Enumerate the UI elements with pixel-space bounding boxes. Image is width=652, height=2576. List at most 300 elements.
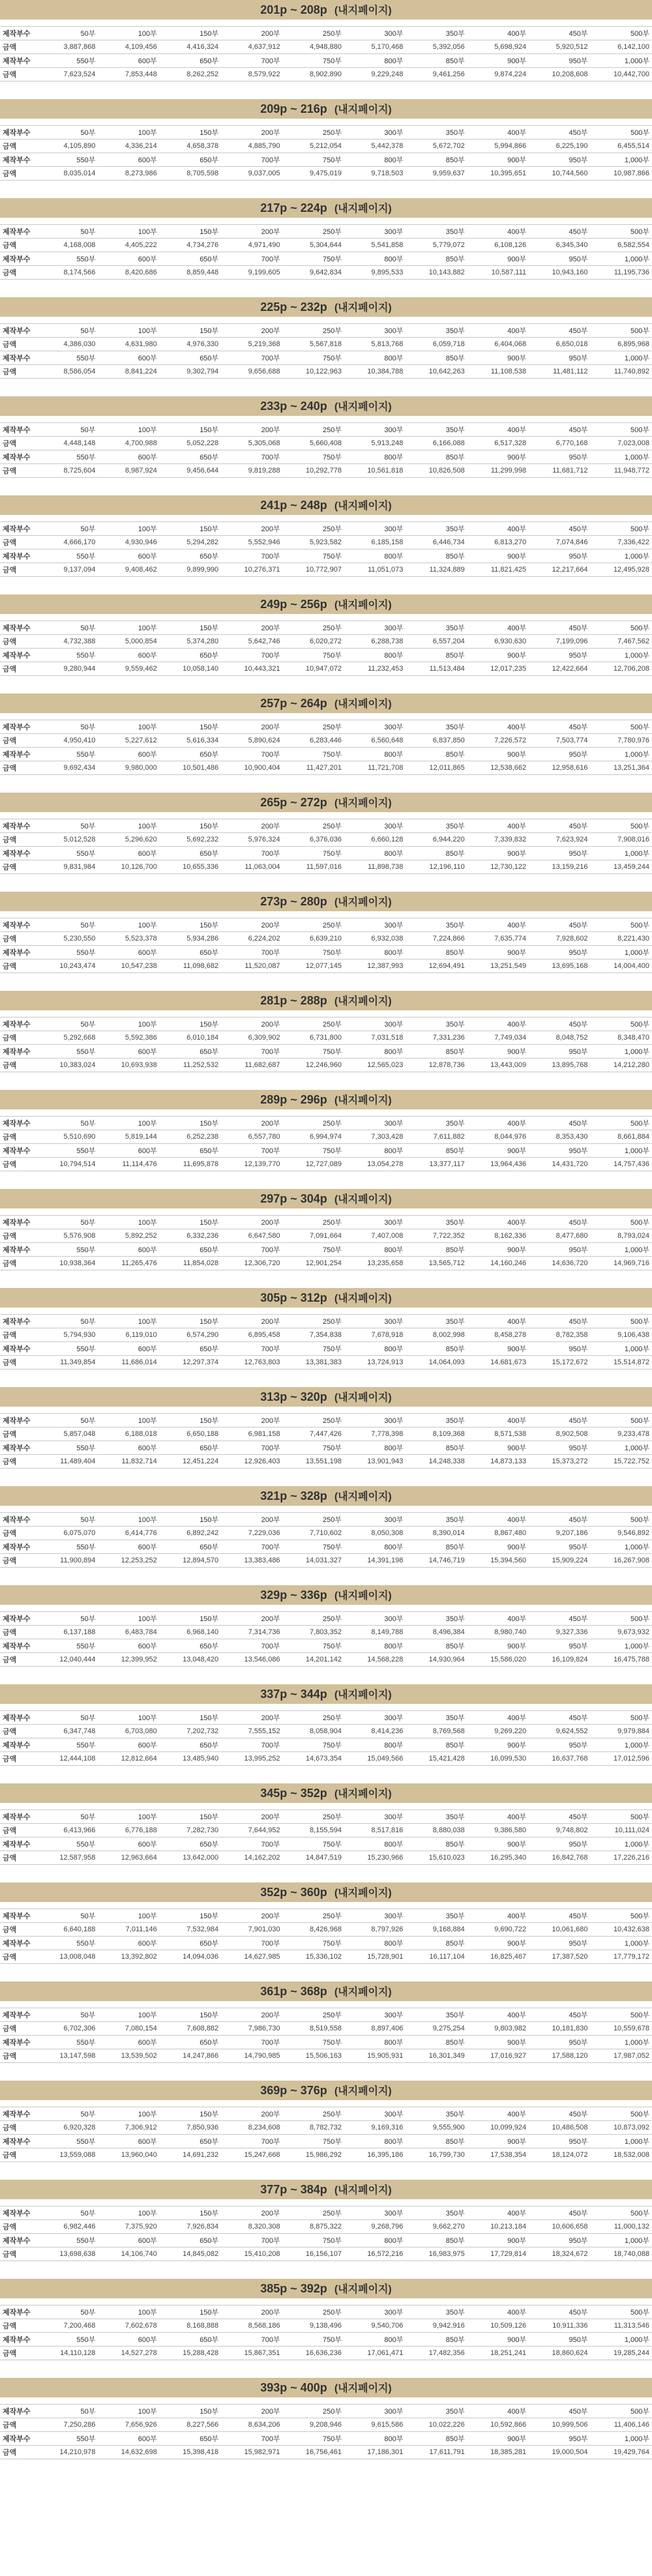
amount-cell: 10,592,866 <box>467 2418 529 2432</box>
amount-cell: 12,217,664 <box>529 563 590 577</box>
quantity-cell: 350부 <box>406 27 467 40</box>
quantity-cell: 50부 <box>37 27 98 40</box>
quantity-cell: 550부 <box>37 2432 98 2446</box>
quantity-cell: 500부 <box>591 1017 652 1031</box>
quantity-row-b <box>0 1837 652 1851</box>
quantity-cell: 800부 <box>344 54 406 68</box>
section-body <box>0 1407 652 1469</box>
amount-label: 금액 <box>0 2148 37 2162</box>
amount-cell: 13,377,117 <box>406 1158 467 1171</box>
amount-label: 금액 <box>0 338 37 351</box>
quantity-cell: 900부 <box>467 1243 529 1257</box>
amount-cell: 4,700,988 <box>98 437 159 450</box>
amount-cell: 16,636,236 <box>283 2347 344 2360</box>
amount-cell: 6,347,748 <box>37 1725 98 1738</box>
quantity-cell: 600부 <box>98 1441 159 1455</box>
amount-cell: 12,196,110 <box>406 860 467 874</box>
price-table <box>0 2404 652 2459</box>
quantity-cell: 650부 <box>160 946 221 959</box>
quantity-label: 제작부수 <box>0 1711 37 1725</box>
quantity-cell: 250부 <box>283 1810 344 1824</box>
amount-cell: 14,673,354 <box>283 1752 344 1766</box>
quantity-cell: 650부 <box>160 1342 221 1356</box>
price-table <box>0 1314 652 1369</box>
quantity-cell: 500부 <box>591 126 652 139</box>
amount-cell: 7,678,918 <box>344 1328 406 1342</box>
amount-cell: 9,408,462 <box>98 563 159 577</box>
amount-cell: 19,000,504 <box>529 2446 590 2459</box>
quantity-label: 제작부수 <box>0 2432 37 2446</box>
amount-cell: 10,509,126 <box>467 2319 529 2333</box>
quantity-cell: 100부 <box>98 621 159 635</box>
amount-label: 금액 <box>0 833 37 847</box>
page-range: 257p ~ 264p <box>260 697 327 710</box>
quantity-cell: 800부 <box>344 1441 406 1455</box>
quantity-label: 제작부수 <box>0 351 37 365</box>
amount-cell: 14,632,698 <box>98 2446 159 2459</box>
amount-cell: 10,547,238 <box>98 959 159 973</box>
amount-cell: 8,048,752 <box>529 1031 590 1045</box>
quantity-cell: 600부 <box>98 748 159 761</box>
quantity-cell: 700부 <box>221 1045 282 1059</box>
quantity-cell: 800부 <box>344 1342 406 1356</box>
quantity-cell: 850부 <box>406 549 467 563</box>
quantity-cell: 700부 <box>221 2234 282 2247</box>
quantity-cell: 200부 <box>221 1711 282 1725</box>
amount-cell: 12,297,374 <box>160 1356 221 1369</box>
quantity-label: 제작부수 <box>0 720 37 734</box>
quantity-cell: 400부 <box>467 225 529 239</box>
page-range: 305p ~ 312p <box>260 1291 327 1304</box>
amount-cell: 11,821,425 <box>467 563 529 577</box>
amount-cell: 8,782,358 <box>529 1328 590 1342</box>
quantity-cell: 900부 <box>467 2432 529 2446</box>
quantity-cell: 650부 <box>160 2036 221 2049</box>
quantity-cell: 300부 <box>344 1909 406 1923</box>
amount-cell: 10,395,651 <box>467 167 529 181</box>
amount-cell: 10,292,778 <box>283 464 344 478</box>
quantity-cell: 150부 <box>160 621 221 635</box>
price-section <box>0 1882 652 1982</box>
quantity-cell: 900부 <box>467 1837 529 1851</box>
quantity-cell: 650부 <box>160 1937 221 1950</box>
amount-cell: 7,331,236 <box>406 1031 467 1045</box>
quantity-cell: 200부 <box>221 324 282 338</box>
quantity-label: 제작부수 <box>0 324 37 338</box>
quantity-cell: 450부 <box>529 1216 590 1229</box>
amount-row-a <box>0 139 652 153</box>
amount-cell: 9,138,496 <box>283 2319 344 2333</box>
quantity-cell: 150부 <box>160 2305 221 2319</box>
amount-cell: 9,942,916 <box>406 2319 467 2333</box>
amount-label: 금액 <box>0 2418 37 2432</box>
amount-cell: 7,199,096 <box>529 635 590 649</box>
amount-cell: 10,794,514 <box>37 1158 98 1171</box>
quantity-cell: 250부 <box>283 1711 344 1725</box>
amount-cell: 13,565,712 <box>406 1257 467 1270</box>
amount-label: 금액 <box>0 1427 37 1441</box>
amount-row-a <box>0 1923 652 1937</box>
quantity-cell: 150부 <box>160 1909 221 1923</box>
page-range-note: (내지페이지) <box>334 2383 392 2394</box>
amount-label: 금액 <box>0 2049 37 2063</box>
quantity-cell: 50부 <box>37 1909 98 1923</box>
quantity-row-b <box>0 1342 652 1356</box>
quantity-cell: 400부 <box>467 1810 529 1824</box>
quantity-cell: 850부 <box>406 1441 467 1455</box>
amount-cell: 10,022,226 <box>406 2418 467 2432</box>
amount-cell: 10,947,072 <box>283 662 344 676</box>
amount-cell: 13,459,244 <box>591 860 652 874</box>
quantity-cell: 900부 <box>467 1342 529 1356</box>
quantity-cell: 550부 <box>37 1045 98 1059</box>
price-section <box>0 1189 652 1288</box>
quantity-cell: 1,000부 <box>591 748 652 761</box>
page-range-note: (내지페이지) <box>334 501 392 512</box>
amount-row-a <box>0 1229 652 1243</box>
quantity-cell: 350부 <box>406 1810 467 1824</box>
quantity-cell: 800부 <box>344 1738 406 1752</box>
amount-cell: 9,461,256 <box>406 68 467 81</box>
page-range-note: (내지페이지) <box>334 203 392 214</box>
amount-cell: 8,420,686 <box>98 266 159 280</box>
quantity-label: 제작부수 <box>0 2107 37 2121</box>
amount-cell: 10,122,963 <box>283 365 344 379</box>
amount-cell: 10,126,700 <box>98 860 159 874</box>
amount-cell: 14,106,740 <box>98 2247 159 2261</box>
amount-label: 금액 <box>0 2121 37 2135</box>
quantity-cell: 850부 <box>406 450 467 464</box>
amount-cell: 9,642,834 <box>283 266 344 280</box>
amount-cell: 7,901,030 <box>221 1923 282 1937</box>
amount-label: 금액 <box>0 139 37 153</box>
quantity-cell: 600부 <box>98 946 159 959</box>
quantity-cell: 500부 <box>591 819 652 833</box>
quantity-row-a <box>0 2008 652 2022</box>
page-range-note: (내지페이지) <box>334 2086 392 2097</box>
amount-cell: 14,201,142 <box>283 1653 344 1667</box>
amount-cell: 13,008,048 <box>37 1950 98 1964</box>
quantity-label: 제작부수 <box>0 1144 37 1158</box>
amount-row-b <box>0 1455 652 1469</box>
quantity-label: 제작부수 <box>0 2305 37 2319</box>
amount-cell: 5,227,612 <box>98 734 159 748</box>
amount-cell: 9,615,586 <box>344 2418 406 2432</box>
price-table <box>0 918 652 973</box>
quantity-cell: 950부 <box>529 1540 590 1554</box>
quantity-cell: 100부 <box>98 126 159 139</box>
amount-cell: 14,248,338 <box>406 1455 467 1469</box>
amount-cell: 7,467,562 <box>591 635 652 649</box>
section-header <box>0 1486 652 1506</box>
section-body <box>0 515 652 577</box>
quantity-cell: 150부 <box>160 2107 221 2121</box>
amount-cell: 10,873,092 <box>591 2121 652 2135</box>
amount-cell: 4,448,148 <box>37 437 98 450</box>
amount-cell: 5,000,854 <box>98 635 159 649</box>
amount-cell: 7,336,422 <box>591 536 652 549</box>
quantity-label: 제작부수 <box>0 1441 37 1455</box>
amount-cell: 5,692,232 <box>160 833 221 847</box>
amount-cell: 12,587,958 <box>37 1851 98 1865</box>
amount-label: 금액 <box>0 1923 37 1937</box>
quantity-cell: 800부 <box>344 2333 406 2347</box>
amount-cell: 10,693,938 <box>98 1059 159 1072</box>
amount-cell: 11,051,073 <box>344 563 406 577</box>
quantity-cell: 150부 <box>160 324 221 338</box>
quantity-cell: 250부 <box>283 2206 344 2220</box>
amount-cell: 4,732,388 <box>37 635 98 649</box>
quantity-cell: 300부 <box>344 1315 406 1328</box>
amount-cell: 10,111,024 <box>591 1824 652 1837</box>
quantity-cell: 500부 <box>591 27 652 40</box>
amount-cell: 5,892,252 <box>98 1229 159 1243</box>
amount-cell: 7,635,774 <box>467 932 529 946</box>
amount-cell: 10,486,508 <box>529 2121 590 2135</box>
amount-cell: 15,909,224 <box>529 1554 590 1568</box>
amount-label: 금액 <box>0 1851 37 1865</box>
quantity-cell: 500부 <box>591 2206 652 2220</box>
quantity-cell: 200부 <box>221 2405 282 2418</box>
amount-row-a <box>0 2022 652 2036</box>
amount-cell: 5,616,334 <box>160 734 221 748</box>
amount-cell: 9,555,900 <box>406 2121 467 2135</box>
price-section <box>0 1486 652 1585</box>
amount-cell: 11,681,712 <box>529 464 590 478</box>
page-range: 201p ~ 208p <box>260 3 327 16</box>
quantity-row-a <box>0 1909 652 1923</box>
quantity-cell: 750부 <box>283 946 344 959</box>
quantity-label: 제작부수 <box>0 2333 37 2347</box>
quantity-row-b <box>0 847 652 860</box>
quantity-cell: 350부 <box>406 2305 467 2319</box>
quantity-row-a <box>0 1513 652 1527</box>
amount-cell: 8,586,054 <box>37 365 98 379</box>
quantity-cell: 100부 <box>98 324 159 338</box>
quantity-cell: 250부 <box>283 2107 344 2121</box>
amount-label: 금액 <box>0 761 37 775</box>
amount-cell: 16,395,186 <box>344 2148 406 2162</box>
amount-cell: 12,040,444 <box>37 1653 98 1667</box>
amount-cell: 9,106,438 <box>591 1328 652 1342</box>
amount-row-b <box>0 167 652 181</box>
price-section <box>0 694 652 793</box>
amount-cell: 8,517,816 <box>344 1824 406 1837</box>
amount-cell: 13,235,658 <box>344 1257 406 1270</box>
quantity-cell: 900부 <box>467 1639 529 1653</box>
quantity-label: 제작부수 <box>0 1513 37 1527</box>
quantity-cell: 600부 <box>98 2333 159 2347</box>
amount-cell: 8,426,968 <box>283 1923 344 1937</box>
section-header <box>0 2378 652 2397</box>
quantity-row-a <box>0 27 652 40</box>
amount-cell: 9,208,946 <box>283 2418 344 2432</box>
amount-cell: 14,930,964 <box>406 1653 467 1667</box>
amount-cell: 18,532,008 <box>591 2148 652 2162</box>
price-section <box>0 1387 652 1486</box>
amount-cell: 5,698,924 <box>467 40 529 54</box>
amount-cell: 14,212,280 <box>591 1059 652 1072</box>
amount-cell: 12,926,403 <box>221 1455 282 1469</box>
price-section <box>0 1783 652 1882</box>
amount-cell: 16,983,975 <box>406 2247 467 2261</box>
quantity-cell: 600부 <box>98 1045 159 1059</box>
quantity-cell: 300부 <box>344 522 406 536</box>
amount-cell: 8,568,186 <box>221 2319 282 2333</box>
amount-cell: 16,156,107 <box>283 2247 344 2261</box>
quantity-cell: 250부 <box>283 423 344 437</box>
amount-cell: 4,386,030 <box>37 338 98 351</box>
amount-cell: 12,253,252 <box>98 1554 159 1568</box>
quantity-cell: 100부 <box>98 1909 159 1923</box>
quantity-cell: 400부 <box>467 918 529 932</box>
price-table <box>0 1909 652 1964</box>
amount-cell: 10,938,364 <box>37 1257 98 1270</box>
quantity-row-a <box>0 1017 652 1031</box>
quantity-cell: 550부 <box>37 1738 98 1752</box>
amount-cell: 4,631,980 <box>98 338 159 351</box>
quantity-cell: 350부 <box>406 918 467 932</box>
amount-cell: 8,769,568 <box>406 1725 467 1738</box>
amount-cell: 13,901,943 <box>344 1455 406 1469</box>
amount-cell: 9,168,884 <box>406 1923 467 1937</box>
quantity-cell: 450부 <box>529 2206 590 2220</box>
quantity-cell: 450부 <box>529 423 590 437</box>
amount-cell: 13,159,216 <box>529 860 590 874</box>
quantity-cell: 400부 <box>467 720 529 734</box>
quantity-cell: 900부 <box>467 1441 529 1455</box>
quantity-cell: 600부 <box>98 450 159 464</box>
section-body <box>0 1308 652 1369</box>
amount-cell: 7,375,920 <box>98 2220 159 2234</box>
quantity-cell: 450부 <box>529 1017 590 1031</box>
page-range: 281p ~ 288p <box>260 994 327 1007</box>
quantity-cell: 300부 <box>344 1810 406 1824</box>
amount-cell: 11,324,889 <box>406 563 467 577</box>
section-body <box>0 1803 652 1865</box>
amount-cell: 5,052,228 <box>160 437 221 450</box>
quantity-cell: 400부 <box>467 522 529 536</box>
amount-cell: 7,853,448 <box>98 68 159 81</box>
page-range: 273p ~ 280p <box>260 895 327 908</box>
quantity-cell: 600부 <box>98 1738 159 1752</box>
quantity-cell: 550부 <box>37 2333 98 2347</box>
section-header <box>0 1585 652 1605</box>
amount-cell: 7,928,602 <box>529 932 590 946</box>
quantity-cell: 700부 <box>221 1342 282 1356</box>
amount-label: 금액 <box>0 1653 37 1667</box>
amount-cell: 6,185,158 <box>344 536 406 549</box>
amount-cell: 5,294,282 <box>160 536 221 549</box>
amount-cell: 12,878,736 <box>406 1059 467 1072</box>
quantity-cell: 600부 <box>98 1243 159 1257</box>
page-range-note: (내지페이지) <box>334 1789 392 1800</box>
amount-label: 금액 <box>0 1626 37 1639</box>
quantity-cell: 500부 <box>591 2008 652 2022</box>
quantity-cell: 950부 <box>529 450 590 464</box>
quantity-label: 제작부수 <box>0 649 37 662</box>
quantity-cell: 600부 <box>98 1540 159 1554</box>
amount-cell: 6,309,902 <box>221 1031 282 1045</box>
amount-cell: 6,455,514 <box>591 139 652 153</box>
amount-cell: 4,637,912 <box>221 40 282 54</box>
quantity-cell: 400부 <box>467 2107 529 2121</box>
quantity-cell: 50부 <box>37 423 98 437</box>
quantity-cell: 200부 <box>221 1612 282 1626</box>
amount-cell: 12,451,224 <box>160 1455 221 1469</box>
quantity-cell: 500부 <box>591 918 652 932</box>
quantity-row-a <box>0 720 652 734</box>
amount-cell: 6,994,974 <box>283 1130 344 1144</box>
amount-cell: 6,920,328 <box>37 2121 98 2135</box>
quantity-cell: 1,000부 <box>591 549 652 563</box>
quantity-row-a <box>0 225 652 239</box>
amount-label: 금액 <box>0 1554 37 1568</box>
page-range-note: (내지페이지) <box>334 1491 392 1502</box>
amount-cell: 6,059,718 <box>406 338 467 351</box>
amount-cell: 17,611,791 <box>406 2446 467 2459</box>
amount-cell: 11,427,201 <box>283 761 344 775</box>
quantity-cell: 1,000부 <box>591 1045 652 1059</box>
amount-cell: 5,523,378 <box>98 932 159 946</box>
quantity-cell: 150부 <box>160 1017 221 1031</box>
amount-cell: 8,579,922 <box>221 68 282 81</box>
quantity-cell: 400부 <box>467 1216 529 1229</box>
page-range-note: (내지페이지) <box>334 1392 392 1403</box>
section-body <box>0 911 652 973</box>
quantity-row-b <box>0 2333 652 2347</box>
page-range: 369p ~ 376p <box>260 2084 327 2097</box>
amount-row-b <box>0 1158 652 1171</box>
quantity-cell: 900부 <box>467 2036 529 2049</box>
amount-cell: 17,012,596 <box>591 1752 652 1766</box>
amount-cell: 7,623,524 <box>37 68 98 81</box>
quantity-cell: 800부 <box>344 2135 406 2148</box>
amount-cell: 12,565,023 <box>344 1059 406 1072</box>
quantity-cell: 650부 <box>160 252 221 266</box>
quantity-cell: 700부 <box>221 847 282 860</box>
quantity-cell: 900부 <box>467 351 529 365</box>
quantity-cell: 650부 <box>160 450 221 464</box>
quantity-cell: 850부 <box>406 1937 467 1950</box>
quantity-cell: 900부 <box>467 2234 529 2247</box>
section-header <box>0 793 652 812</box>
amount-cell: 9,169,316 <box>344 2121 406 2135</box>
quantity-cell: 500부 <box>591 225 652 239</box>
quantity-cell: 950부 <box>529 748 590 761</box>
amount-cell: 13,147,598 <box>37 2049 98 2063</box>
amount-cell: 5,552,946 <box>221 536 282 549</box>
section-header <box>0 694 652 713</box>
quantity-cell: 1,000부 <box>591 1243 652 1257</box>
quantity-cell: 700부 <box>221 649 282 662</box>
price-section <box>0 793 652 892</box>
quantity-cell: 250부 <box>283 1909 344 1923</box>
amount-row-a <box>0 1626 652 1639</box>
amount-cell: 8,234,608 <box>221 2121 282 2135</box>
quantity-cell: 250부 <box>283 1216 344 1229</box>
quantity-cell: 250부 <box>283 2008 344 2022</box>
amount-cell: 13,546,086 <box>221 1653 282 1667</box>
quantity-cell: 550부 <box>37 1837 98 1851</box>
quantity-cell: 900부 <box>467 1045 529 1059</box>
quantity-cell: 850부 <box>406 2234 467 2247</box>
section-body <box>0 1902 652 1964</box>
amount-cell: 9,199,605 <box>221 266 282 280</box>
quantity-cell: 750부 <box>283 2432 344 2446</box>
amount-row-b <box>0 1554 652 1568</box>
quantity-cell: 300부 <box>344 621 406 635</box>
